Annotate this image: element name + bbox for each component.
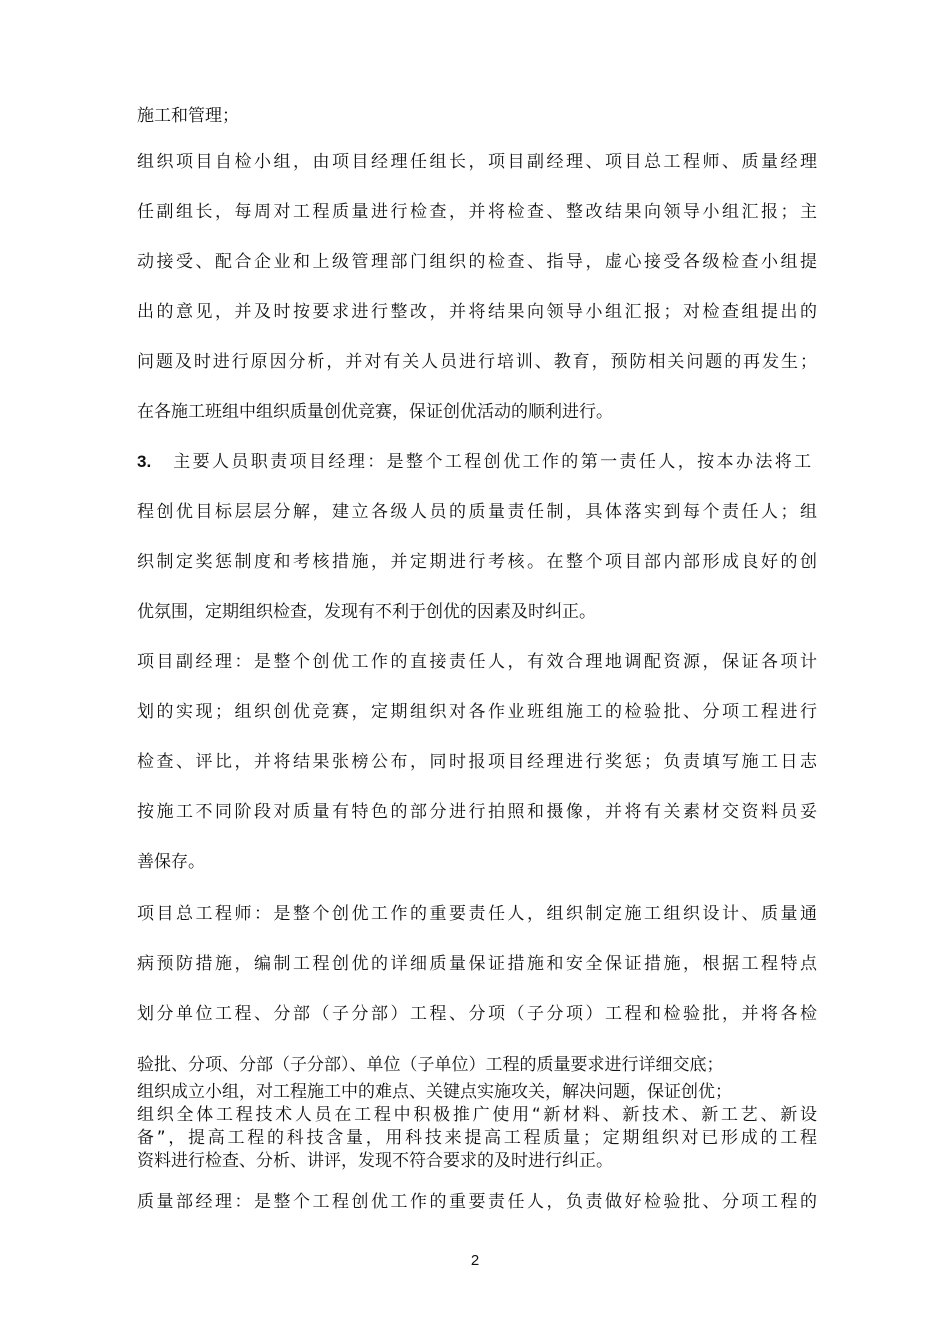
- section-heading-text: 主要人员职责项目经理：是整个工程创优工作的第一责任人，按本办法将工: [173, 452, 812, 472]
- text-line: 问题及时进行原因分析，并对有关人员进行培训、教育，预防相关问题的再发生；: [137, 352, 817, 372]
- text-line: 组织成立小组，对工程施工中的难点、关键点实施攻关，解决问题，保证创优；: [137, 1082, 732, 1102]
- text-line: 备”，提高工程的科技含量，用科技来提高工程质量；定期组织对已形成的工程: [137, 1128, 817, 1148]
- text-line: 任副组长，每周对工程质量进行检查，并将检查、整改结果向领导小组汇报；主: [137, 202, 817, 222]
- text-line: 施工和管理；: [137, 106, 239, 126]
- text-line: 在各施工班组中组织质量创优竞赛，保证创优活动的顺利进行。: [137, 402, 613, 422]
- text-line: 动接受、配合企业和上级管理部门组织的检查、指导，虚心接受各级检查小组提: [137, 252, 817, 272]
- text-line: 出的意见，并及时按要求进行整改，并将结果向领导小组汇报；对检查组提出的: [137, 302, 817, 322]
- text-line: 织制定奖惩制度和考核措施，并定期进行考核。在整个项目部内部形成良好的创: [137, 552, 817, 572]
- text-line: 项目总工程师：是整个创优工作的重要责任人，组织制定施工组织设计、质量通: [137, 904, 817, 924]
- text-line: 项目副经理：是整个创优工作的直接责任人，有效合理地调配资源，保证各项计: [137, 652, 817, 672]
- text-line: 优氛围，定期组织检查，发现有不利于创优的因素及时纠正。: [137, 602, 596, 622]
- text-line: 划分单位工程、分部（子分部）工程、分项（子分项）工程和检验批，并将各检: [137, 1004, 817, 1024]
- text-line: 质量部经理：是整个工程创优工作的重要责任人，负责做好检验批、分项工程的: [137, 1192, 817, 1212]
- text-line: 资料进行检查、分析、讲评，发现不符合要求的及时进行纠正。: [137, 1151, 613, 1171]
- page-number: 2: [470, 1252, 480, 1269]
- text-line: 按施工不同阶段对质量有特色的部分进行拍照和摄像，并将有关素材交资料员妥: [137, 802, 817, 822]
- text-line: 程创优目标层层分解，建立各级人员的质量责任制，具体落实到每个责任人；组: [137, 502, 817, 522]
- text-line: 组织项目自检小组，由项目经理任组长，项目副经理、项目总工程师、质量经理: [137, 152, 817, 172]
- section-number: 3.: [137, 452, 152, 471]
- text-line: 病预防措施，编制工程创优的详细质量保证措施和安全保证措施，根据工程特点: [137, 954, 817, 974]
- text-line: 善保存。: [137, 852, 205, 872]
- text-line: 验批、分项、分部（子分部）、单位（子单位）工程的质量要求进行详细交底；: [137, 1055, 724, 1075]
- text-line: 检查、评比，并将结果张榜公布，同时报项目经理进行奖惩；负责填写施工日志: [137, 752, 817, 772]
- text-line: 划的实现；组织创优竞赛，定期组织对各作业班组施工的检验批、分项工程进行: [137, 702, 817, 722]
- section-heading-line: [137, 450, 817, 474]
- text-line: 组织全体工程技术人员在工程中积极推广使用“新材料、新技术、新工艺、新设: [137, 1105, 817, 1125]
